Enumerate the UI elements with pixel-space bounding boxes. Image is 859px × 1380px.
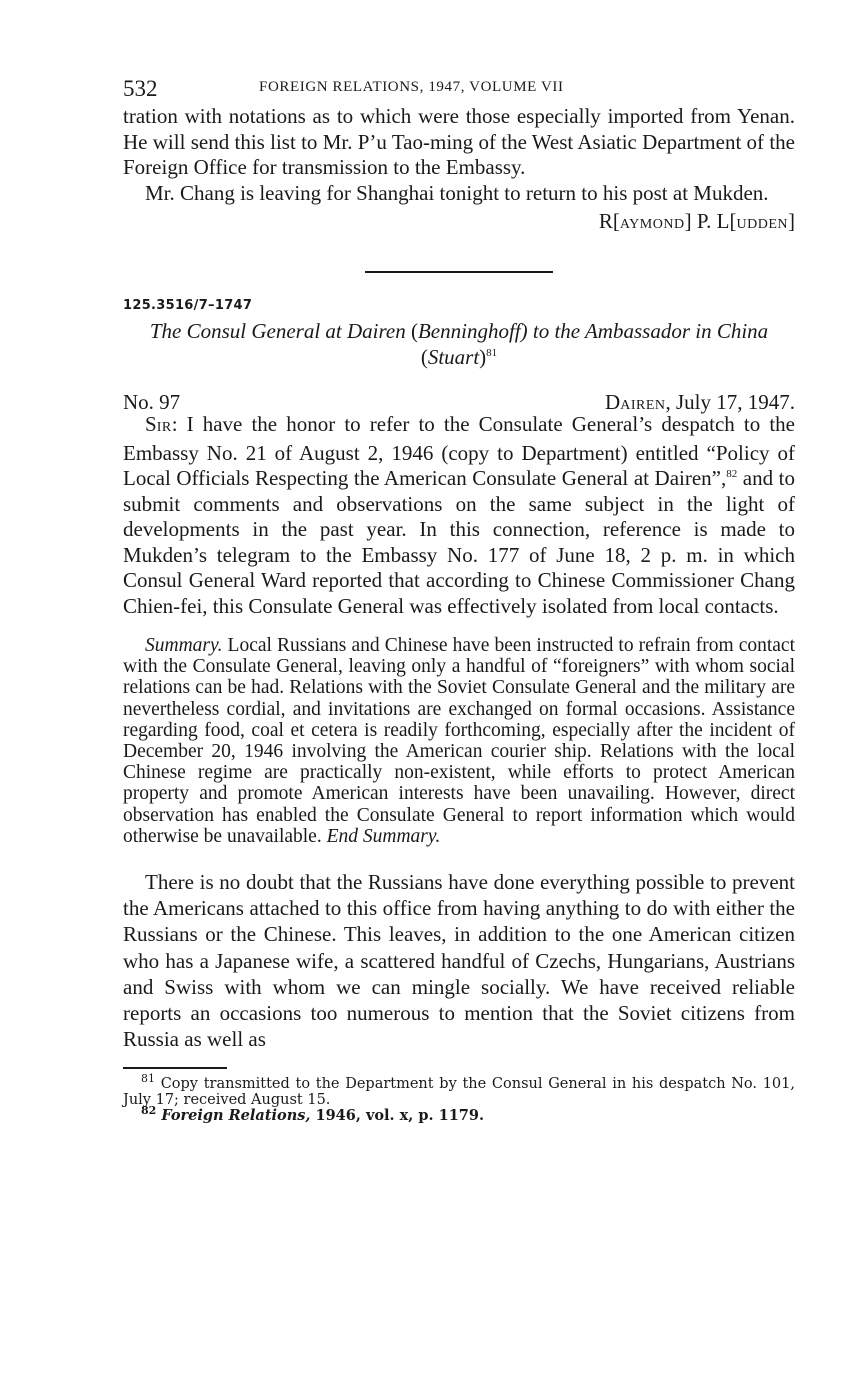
document-page — [123, 70, 795, 1124]
footnote-ref-82: 82 — [726, 468, 738, 480]
page-number: 532 — [123, 76, 158, 101]
running-header-title: FOREIGN RELATIONS, 1947, VOLUME VII — [259, 79, 564, 95]
footnote-82: $^{82}$ Foreign Relations, 1946, vol. x, p. 1179. — [141, 1104, 485, 1125]
dateline — [123, 384, 795, 412]
document-title: The Consul General at Dairen (Benninghoff) to the Ambassador in China (Stuart)$^{81}$ — [149, 319, 769, 369]
paragraph-russian-isolation: There is no doubt that the Russians have done everything possible to prevent the Americans attached to this office from having anything to do with either the Russians or the Chinese. This leaves, in addition to the one American citizen who has a Japanese wife, a scattered handful of Czechs, Hungarians, Austrians and Swiss with whom we can mingle socially. We have received reliable reports an occasions too numerous to mention that the Soviet citizens from Russia as well as — [123, 870, 795, 1052]
file-number: 125.3516/7–1747 — [123, 298, 253, 313]
section-divider — [365, 271, 553, 273]
footnote-81: $^{81}$ Copy transmitted to the Department by the Consul General in his despatch No. 101, July 17; received August 15. — [123, 1072, 795, 1108]
footnote-divider — [123, 1067, 227, 1069]
paragraph-chang-departure: Mr. Chang is leaving for Shanghai tonight to return to his post at Mukden. — [145, 180, 769, 205]
signature-luden: R[AYMOND] P. L[UDDEN] — [598, 209, 795, 233]
despatch-number: No. 97 — [123, 390, 181, 414]
footnotes — [123, 1072, 795, 1125]
running-header — [123, 70, 795, 104]
summary-paragraph: Summary. Local Russians and Chinese have been instructed to refrain from contact with the Consulate General, leaving only a handful of “foreigners” with whom social relations can be had. Relations with the Soviet Consulate General and the military are nevertheless cordial, and invitations are exchanged on formal occasions. Assistance regarding food, coal et cetera is readily forthcoming, especially after the incident of December 20, 1946 involving the American courier ship. Relations with the local Chinese regime are practically non-existent, while efforts to protect American property and promote American interests have been unavailing. However, direct observation has enabled the Consulate General to report information which would otherwise be unavailable. End Summary. — [123, 635, 795, 847]
footnote-ref-81: 81 — [486, 347, 498, 359]
continued-paragraph: tration with notations as to which were those especially imported from Yenan. He will send this list to Mr. P’u Tao-ming of the West Asiatic Department of the Foreign Office for transmission to the Embassy. — [123, 104, 795, 179]
place-date: DAIREN, July 17, 1947. — [605, 390, 795, 414]
opening-paragraph: SIR: I have the honor to refer to the Consulate General’s despatch to the Embassy No. 21 of August 2, 1946 (copy to Department) entitled “Policy of Local Officials Respecting the American Consulate General at Dairen”,$^{82}$ and to submit comments and observations on the same subject in the light of developments in the past year. In this connection, reference is made to Mukden’s telegram to the Embassy No. 177 of June 18, 2 p. m. in which Consul General Ward reported that according to Chinese Commissioner Chang Chien-fei, this Consulate General was effectively isolated from local contacts. — [123, 412, 795, 618]
